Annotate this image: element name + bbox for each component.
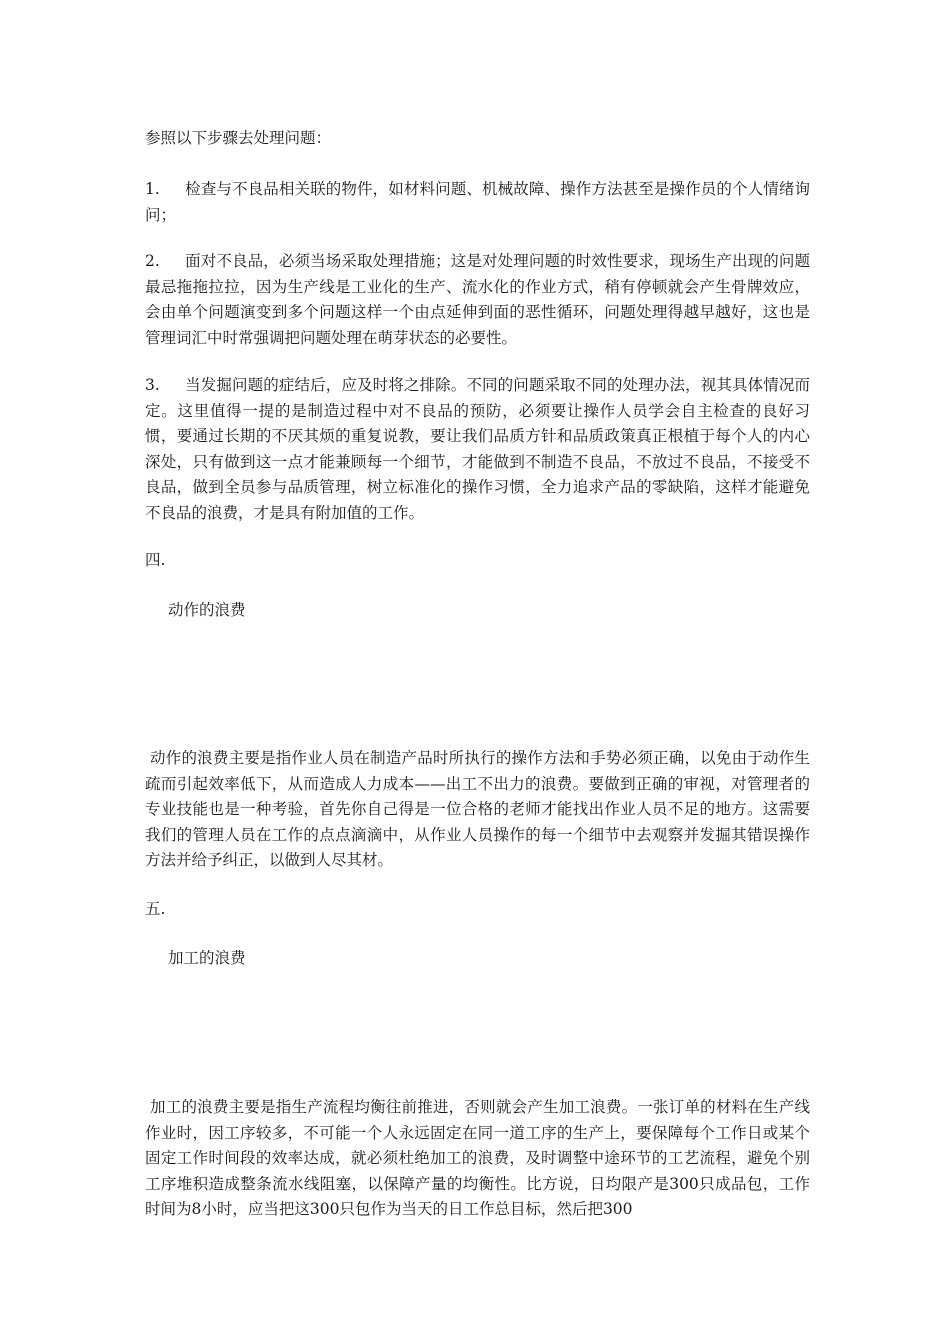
step-3 (145, 373, 810, 526)
section-4-title: 动作的浪费 (168, 601, 246, 619)
step-2-number: 2. (145, 252, 160, 270)
section-5-number: 五. (145, 900, 166, 918)
section-4-number: 四. (145, 551, 166, 569)
section-4-body: 动作的浪费主要是指作业人员在制造产品时所执行的操作方法和手势必须正确，以免由于动作生疏而引起效率低下，从而造成人力成本——出工不出力的浪费。要做到正确的审视，对管理者的专业技能也是一种考验，首先你自己得是一位合格的老师才能找出作业人员不足的地方。这需要我们的管理人员在工作的点点滴滴中，从作业人员操作的每一个细节中去观察并发掘其错误操作方法并给予纠正，以做到人尽其材。 (145, 749, 810, 869)
step-1-text: 检查与不良品相关联的物件，如材料问题、机械故障、操作方法甚至是操作员的个人情绪询问； (145, 180, 810, 224)
step-2-text: 面对不良品，必须当场采取处理措施；这是对处理问题的时效性要求，现场生产出现的问题最忌拖拖拉拉，因为生产线是工业化的生产、流水化的作业方式，稍有停顿就会产生骨牌效应，会由单个问题演变到多个问题这样一个由点延伸到面的恶性循环，问题处理得越早越好，这也是管理词汇中时常强调把问题处理在萌芽状态的必要性。 (145, 252, 810, 347)
step-1-number: 1. (145, 180, 160, 198)
section-5-title: 加工的浪费 (168, 949, 246, 967)
intro-text: 参照以下步骤去处理问题： (145, 129, 332, 147)
step-1 (145, 177, 810, 228)
step-2 (145, 249, 810, 351)
step-3-text: 当发掘问题的症结后，应及时将之排除。不同的问题采取不同的处理办法，视其具体情况而定。这里值得一提的是制造过程中对不良品的预防，必须要让操作人员学会自主检查的良好习惯，要通过长期的不厌其烦的重复说教，要让我们品质方针和品质政策真正根植于每个人的内心深处，只有做到这一点才能兼顾每一个细节，才能做到不制造不良品，不放过不良品，不接受不良品，做到全员参与品质管理，树立标准化的操作习惯，全力追求产品的零缺陷，这样才能避免不良品的浪费，才是具有附加值的工作。 (145, 376, 810, 522)
section-5-body: 加工的浪费主要是指生产流程均衡往前推进，否则就会产生加工浪费。一张订单的材料在生产线作业时，因工序较多，不可能一个人永远固定在同一道工序的生产上，要保障每个工作日或某个固定工作时间段的效率达成，就必须杜绝加工的浪费，及时调整中途环节的工艺流程，避免个别工序堆积造成整条流水线阻塞，以保障产量的均衡性。比方说，日均限产是300只成品包，工作时间为8小时，应当把这300只包作为当天的日工作总目标，然后把300 (145, 1098, 810, 1218)
step-3-number: 3. (145, 376, 160, 394)
